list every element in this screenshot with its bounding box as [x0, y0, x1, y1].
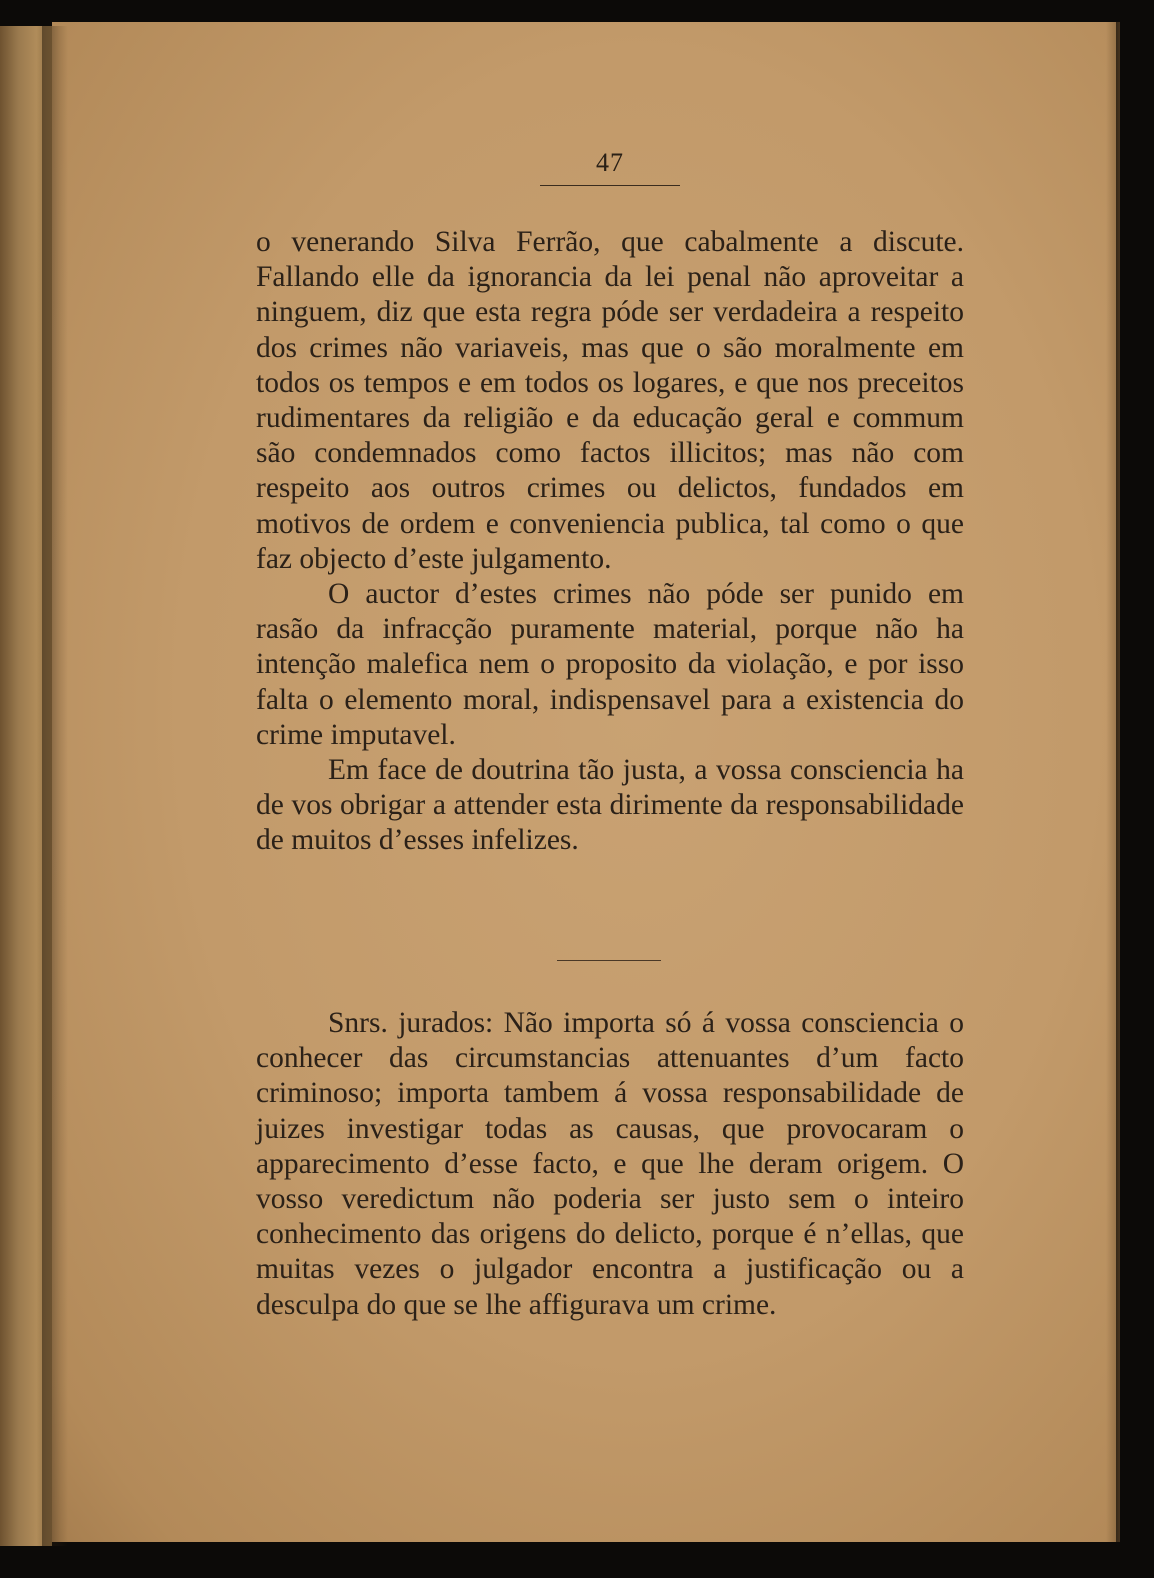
page-edge-shadow [1106, 22, 1120, 1542]
header-rule [540, 185, 680, 186]
gutter-shadow [42, 26, 68, 1546]
body-text-section-two [256, 1006, 964, 1323]
body-text-section-one [256, 225, 964, 859]
section-divider [557, 960, 661, 961]
paragraph: O auctor d’estes crimes não póde ser punido em rasão da infracção puramente material, porque não ha intenção malefica nem o proposito da violação, e por isso falta o elemento moral, indispensavel para a existencia do crime imputavel. [256, 578, 964, 751]
paragraph: Em face de doutrina tão justa, a vossa consciencia ha de vos obrigar a attender esta dirimente da responsabilidade de muitos d’esses infelizes. [256, 754, 964, 857]
paragraph: Snrs. jurados: Não importa só á vossa consciencia o conhecer das circumstancias attenuantes d’um facto criminoso; importa tambem á vossa responsabilidade de juizes investigar todas as causas, que provocaram o apparecimento d’esse facto, e que lhe deram origem. O vosso veredictum não poderia ser justo sem o inteiro conhecimento das origens do delicto, porque é n’ellas, que muitas vezes o julgador encontra a justificação ou a desculpa do que se lhe affigurava um crime. [256, 1007, 964, 1321]
page-number: 47 [596, 148, 624, 177]
paragraph: o venerando Silva Ferrão, que cabalmente a discute. Fallando elle da ignorancia da lei penal não aproveitar a ninguem, diz que esta regra póde ser verdadeira a respeito dos crimes não variaveis, mas que o são moralmente em todos os tempos e em todos os logares, e que nos preceitos rudimentares da religião e da educação geral e commum são condemnados como factos illicitos; mas não com respeito aos outros crimes ou delictos, fundados em motivos de ordem e conveniencia publica, tal como o que faz objecto d’este julgamento. [256, 226, 964, 575]
